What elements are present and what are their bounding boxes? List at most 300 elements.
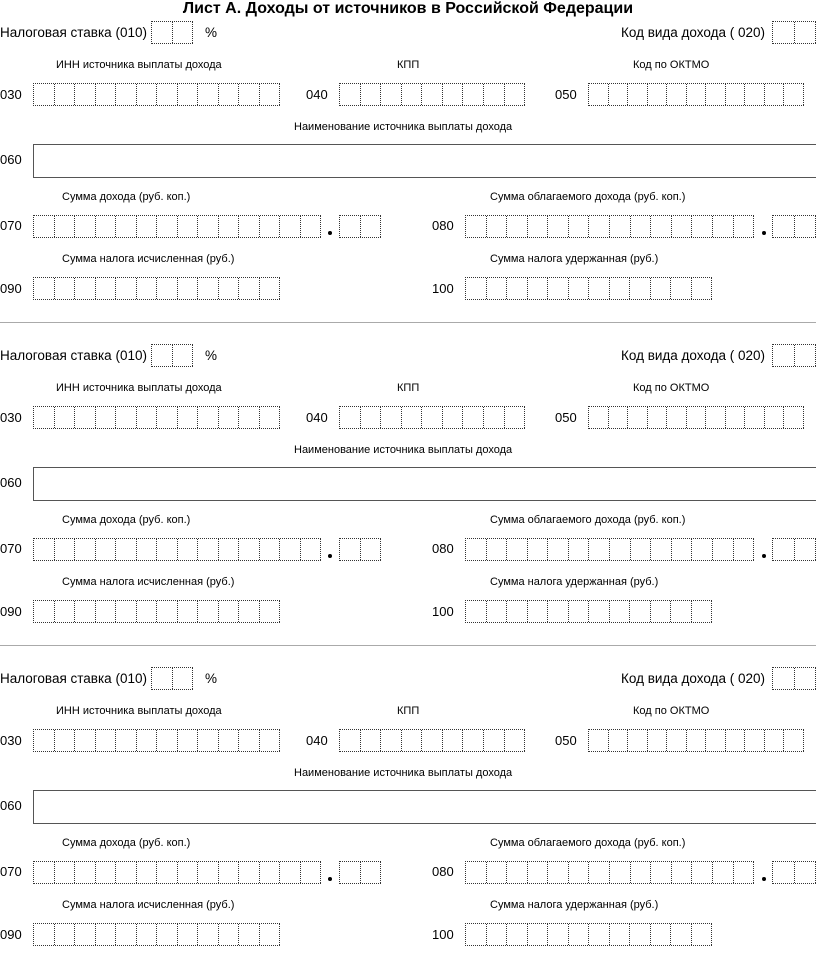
input-cell[interactable] — [784, 84, 804, 105]
input-cell[interactable] — [260, 407, 281, 428]
input-cell[interactable] — [198, 601, 219, 622]
income-sum-rub-cells[interactable] — [33, 215, 321, 238]
input-cell[interactable] — [487, 539, 508, 560]
income-sum-rub-cells[interactable] — [33, 538, 321, 561]
income-sum-kop-cells[interactable] — [339, 538, 381, 561]
input-cell[interactable] — [484, 407, 505, 428]
input-cell[interactable] — [672, 216, 693, 237]
input-cell[interactable] — [610, 601, 631, 622]
input-cell[interactable] — [239, 84, 260, 105]
taxable-sum-kop-cells[interactable] — [772, 215, 816, 238]
income-code-cells[interactable] — [772, 344, 816, 367]
input-cell[interactable] — [152, 345, 173, 366]
input-cell[interactable] — [361, 407, 382, 428]
input-cell[interactable] — [484, 84, 505, 105]
input-cell[interactable] — [34, 278, 55, 299]
input-cell[interactable] — [628, 84, 648, 105]
input-cell[interactable] — [631, 216, 652, 237]
input-cell[interactable] — [219, 862, 240, 883]
input-cell[interactable] — [463, 730, 484, 751]
input-cell[interactable] — [507, 601, 528, 622]
input-cell[interactable] — [137, 84, 158, 105]
input-cell[interactable] — [422, 84, 443, 105]
input-cell[interactable] — [631, 862, 652, 883]
input-cell[interactable] — [219, 216, 240, 237]
kpp-cells[interactable] — [339, 83, 525, 106]
input-cell[interactable] — [667, 407, 687, 428]
input-cell[interactable] — [765, 84, 785, 105]
input-cell[interactable] — [340, 216, 361, 237]
input-cell[interactable] — [219, 730, 240, 751]
input-cell[interactable] — [116, 539, 137, 560]
input-cell[interactable] — [280, 862, 301, 883]
input-cell[interactable] — [34, 216, 55, 237]
taxable-sum-rub-cells[interactable] — [465, 215, 754, 238]
input-cell[interactable] — [361, 84, 382, 105]
input-cell[interactable] — [466, 924, 487, 945]
input-cell[interactable] — [692, 539, 713, 560]
input-cell[interactable] — [765, 407, 785, 428]
input-cell[interactable] — [55, 539, 76, 560]
input-cell[interactable] — [692, 862, 713, 883]
input-cell[interactable] — [687, 407, 707, 428]
input-cell[interactable] — [631, 539, 652, 560]
input-cell[interactable] — [651, 862, 672, 883]
input-cell[interactable] — [773, 216, 795, 237]
input-cell[interactable] — [55, 278, 76, 299]
input-cell[interactable] — [239, 539, 260, 560]
input-cell[interactable] — [34, 539, 55, 560]
inn-cells[interactable] — [33, 83, 280, 106]
input-cell[interactable] — [773, 345, 795, 366]
input-cell[interactable] — [692, 601, 713, 622]
input-cell[interactable] — [361, 539, 382, 560]
input-cell[interactable] — [487, 601, 508, 622]
input-cell[interactable] — [178, 601, 199, 622]
input-cell[interactable] — [34, 407, 55, 428]
input-cell[interactable] — [116, 278, 137, 299]
input-cell[interactable] — [784, 730, 804, 751]
input-cell[interactable] — [443, 84, 464, 105]
income-code-cells[interactable] — [772, 667, 816, 690]
input-cell[interactable] — [55, 216, 76, 237]
input-cell[interactable] — [137, 862, 158, 883]
input-cell[interactable] — [75, 924, 96, 945]
input-cell[interactable] — [528, 216, 549, 237]
input-cell[interactable] — [55, 924, 76, 945]
input-cell[interactable] — [219, 84, 240, 105]
input-cell[interactable] — [198, 216, 219, 237]
tax-withheld-cells[interactable] — [465, 923, 712, 946]
kpp-cells[interactable] — [339, 406, 525, 429]
tax-calc-cells[interactable] — [33, 277, 280, 300]
input-cell[interactable] — [648, 407, 668, 428]
input-cell[interactable] — [487, 278, 508, 299]
input-cell[interactable] — [610, 278, 631, 299]
input-cell[interactable] — [610, 539, 631, 560]
input-cell[interactable] — [260, 216, 281, 237]
input-cell[interactable] — [687, 84, 707, 105]
input-cell[interactable] — [609, 730, 629, 751]
input-cell[interactable] — [96, 924, 117, 945]
input-cell[interactable] — [219, 407, 240, 428]
input-cell[interactable] — [667, 84, 687, 105]
taxable-sum-rub-cells[interactable] — [465, 538, 754, 561]
input-cell[interactable] — [96, 84, 117, 105]
input-cell[interactable] — [528, 601, 549, 622]
input-cell[interactable] — [198, 924, 219, 945]
input-cell[interactable] — [443, 730, 464, 751]
input-cell[interactable] — [116, 84, 137, 105]
input-cell[interactable] — [671, 601, 692, 622]
input-cell[interactable] — [651, 278, 672, 299]
input-cell[interactable] — [507, 216, 528, 237]
input-cell[interactable] — [157, 84, 178, 105]
oktmo-cells[interactable] — [588, 729, 804, 752]
input-cell[interactable] — [239, 924, 260, 945]
tax-withheld-cells[interactable] — [465, 277, 712, 300]
input-cell[interactable] — [55, 84, 76, 105]
input-cell[interactable] — [745, 730, 765, 751]
input-cell[interactable] — [795, 22, 816, 43]
input-cell[interactable] — [198, 730, 219, 751]
input-cell[interactable] — [381, 407, 402, 428]
input-cell[interactable] — [795, 668, 816, 689]
input-cell[interactable] — [137, 216, 158, 237]
input-cell[interactable] — [301, 216, 322, 237]
input-cell[interactable] — [361, 216, 382, 237]
input-cell[interactable] — [713, 862, 734, 883]
input-cell[interactable] — [671, 924, 692, 945]
input-cell[interactable] — [198, 539, 219, 560]
input-cell[interactable] — [157, 278, 178, 299]
input-cell[interactable] — [137, 278, 158, 299]
input-cell[interactable] — [402, 407, 423, 428]
input-cell[interactable] — [528, 278, 549, 299]
input-cell[interactable] — [548, 601, 569, 622]
input-cell[interactable] — [219, 601, 240, 622]
input-cell[interactable] — [692, 924, 713, 945]
income-sum-kop-cells[interactable] — [339, 215, 381, 238]
input-cell[interactable] — [96, 730, 117, 751]
oktmo-cells[interactable] — [588, 406, 804, 429]
input-cell[interactable] — [667, 730, 687, 751]
source-name-field[interactable] — [33, 144, 816, 178]
input-cell[interactable] — [157, 216, 178, 237]
input-cell[interactable] — [178, 216, 199, 237]
input-cell[interactable] — [34, 924, 55, 945]
input-cell[interactable] — [239, 601, 260, 622]
input-cell[interactable] — [726, 407, 746, 428]
input-cell[interactable] — [773, 22, 795, 43]
input-cell[interactable] — [734, 216, 755, 237]
input-cell[interactable] — [340, 730, 361, 751]
input-cell[interactable] — [795, 345, 816, 366]
input-cell[interactable] — [726, 730, 746, 751]
input-cell[interactable] — [569, 924, 590, 945]
input-cell[interactable] — [773, 862, 795, 883]
input-cell[interactable] — [734, 539, 755, 560]
input-cell[interactable] — [548, 278, 569, 299]
input-cell[interactable] — [157, 539, 178, 560]
input-cell[interactable] — [178, 84, 199, 105]
input-cell[interactable] — [569, 862, 590, 883]
input-cell[interactable] — [239, 407, 260, 428]
input-cell[interactable] — [178, 730, 199, 751]
input-cell[interactable] — [157, 601, 178, 622]
source-name-field[interactable] — [33, 790, 816, 824]
input-cell[interactable] — [507, 278, 528, 299]
input-cell[interactable] — [569, 278, 590, 299]
input-cell[interactable] — [96, 407, 117, 428]
input-cell[interactable] — [628, 730, 648, 751]
input-cell[interactable] — [528, 924, 549, 945]
input-cell[interactable] — [96, 539, 117, 560]
input-cell[interactable] — [340, 407, 361, 428]
input-cell[interactable] — [713, 539, 734, 560]
input-cell[interactable] — [280, 216, 301, 237]
input-cell[interactable] — [463, 407, 484, 428]
input-cell[interactable] — [589, 601, 610, 622]
input-cell[interactable] — [528, 539, 549, 560]
kpp-cells[interactable] — [339, 729, 525, 752]
input-cell[interactable] — [55, 601, 76, 622]
input-cell[interactable] — [137, 539, 158, 560]
input-cell[interactable] — [152, 668, 173, 689]
input-cell[interactable] — [173, 668, 194, 689]
input-cell[interactable] — [487, 862, 508, 883]
input-cell[interactable] — [75, 407, 96, 428]
input-cell[interactable] — [706, 730, 726, 751]
input-cell[interactable] — [487, 924, 508, 945]
taxable-sum-kop-cells[interactable] — [772, 861, 816, 884]
input-cell[interactable] — [505, 730, 526, 751]
input-cell[interactable] — [96, 216, 117, 237]
input-cell[interactable] — [630, 601, 651, 622]
input-cell[interactable] — [301, 539, 322, 560]
input-cell[interactable] — [795, 216, 816, 237]
input-cell[interactable] — [340, 539, 361, 560]
input-cell[interactable] — [198, 278, 219, 299]
input-cell[interactable] — [651, 216, 672, 237]
input-cell[interactable] — [648, 730, 668, 751]
input-cell[interactable] — [507, 539, 528, 560]
input-cell[interactable] — [548, 924, 569, 945]
input-cell[interactable] — [648, 84, 668, 105]
input-cell[interactable] — [795, 539, 816, 560]
input-cell[interactable] — [630, 278, 651, 299]
input-cell[interactable] — [610, 216, 631, 237]
input-cell[interactable] — [157, 862, 178, 883]
input-cell[interactable] — [178, 278, 199, 299]
input-cell[interactable] — [548, 539, 569, 560]
inn-cells[interactable] — [33, 729, 280, 752]
input-cell[interactable] — [687, 730, 707, 751]
input-cell[interactable] — [795, 862, 816, 883]
oktmo-cells[interactable] — [588, 83, 804, 106]
tax-rate-cells[interactable] — [151, 344, 193, 367]
input-cell[interactable] — [173, 22, 194, 43]
input-cell[interactable] — [589, 407, 609, 428]
input-cell[interactable] — [589, 84, 609, 105]
input-cell[interactable] — [609, 84, 629, 105]
input-cell[interactable] — [589, 216, 610, 237]
input-cell[interactable] — [96, 278, 117, 299]
input-cell[interactable] — [75, 730, 96, 751]
input-cell[interactable] — [610, 924, 631, 945]
input-cell[interactable] — [466, 278, 487, 299]
taxable-sum-kop-cells[interactable] — [772, 538, 816, 561]
input-cell[interactable] — [589, 278, 610, 299]
input-cell[interactable] — [671, 278, 692, 299]
input-cell[interactable] — [301, 862, 322, 883]
input-cell[interactable] — [260, 862, 281, 883]
input-cell[interactable] — [484, 730, 505, 751]
input-cell[interactable] — [548, 862, 569, 883]
input-cell[interactable] — [381, 730, 402, 751]
input-cell[interactable] — [198, 407, 219, 428]
input-cell[interactable] — [589, 924, 610, 945]
input-cell[interactable] — [381, 84, 402, 105]
input-cell[interactable] — [157, 924, 178, 945]
input-cell[interactable] — [784, 407, 804, 428]
input-cell[interactable] — [137, 407, 158, 428]
input-cell[interactable] — [361, 730, 382, 751]
input-cell[interactable] — [589, 730, 609, 751]
input-cell[interactable] — [219, 278, 240, 299]
input-cell[interactable] — [706, 407, 726, 428]
input-cell[interactable] — [260, 278, 281, 299]
input-cell[interactable] — [773, 668, 795, 689]
tax-withheld-cells[interactable] — [465, 600, 712, 623]
input-cell[interactable] — [548, 216, 569, 237]
input-cell[interactable] — [466, 216, 487, 237]
input-cell[interactable] — [692, 278, 713, 299]
input-cell[interactable] — [340, 862, 361, 883]
taxable-sum-rub-cells[interactable] — [465, 861, 754, 884]
input-cell[interactable] — [422, 407, 443, 428]
input-cell[interactable] — [137, 601, 158, 622]
input-cell[interactable] — [487, 216, 508, 237]
input-cell[interactable] — [96, 862, 117, 883]
input-cell[interactable] — [34, 84, 55, 105]
input-cell[interactable] — [116, 730, 137, 751]
input-cell[interactable] — [260, 84, 281, 105]
input-cell[interactable] — [422, 730, 443, 751]
input-cell[interactable] — [239, 730, 260, 751]
input-cell[interactable] — [198, 862, 219, 883]
input-cell[interactable] — [75, 84, 96, 105]
input-cell[interactable] — [75, 278, 96, 299]
input-cell[interactable] — [505, 407, 526, 428]
input-cell[interactable] — [569, 216, 590, 237]
input-cell[interactable] — [219, 539, 240, 560]
input-cell[interactable] — [116, 924, 137, 945]
input-cell[interactable] — [260, 601, 281, 622]
input-cell[interactable] — [157, 407, 178, 428]
input-cell[interactable] — [55, 862, 76, 883]
input-cell[interactable] — [116, 862, 137, 883]
income-sum-rub-cells[interactable] — [33, 861, 321, 884]
input-cell[interactable] — [55, 730, 76, 751]
input-cell[interactable] — [34, 730, 55, 751]
input-cell[interactable] — [361, 862, 382, 883]
input-cell[interactable] — [198, 84, 219, 105]
input-cell[interactable] — [75, 539, 96, 560]
input-cell[interactable] — [745, 407, 765, 428]
input-cell[interactable] — [706, 84, 726, 105]
tax-calc-cells[interactable] — [33, 600, 280, 623]
input-cell[interactable] — [178, 407, 199, 428]
input-cell[interactable] — [569, 539, 590, 560]
input-cell[interactable] — [651, 601, 672, 622]
input-cell[interactable] — [34, 601, 55, 622]
input-cell[interactable] — [178, 539, 199, 560]
input-cell[interactable] — [734, 862, 755, 883]
input-cell[interactable] — [672, 539, 693, 560]
input-cell[interactable] — [152, 22, 173, 43]
input-cell[interactable] — [463, 84, 484, 105]
input-cell[interactable] — [651, 924, 672, 945]
input-cell[interactable] — [672, 862, 693, 883]
input-cell[interactable] — [628, 407, 648, 428]
input-cell[interactable] — [280, 539, 301, 560]
input-cell[interactable] — [116, 407, 137, 428]
input-cell[interactable] — [260, 730, 281, 751]
input-cell[interactable] — [692, 216, 713, 237]
input-cell[interactable] — [340, 84, 361, 105]
input-cell[interactable] — [528, 862, 549, 883]
input-cell[interactable] — [260, 539, 281, 560]
input-cell[interactable] — [239, 278, 260, 299]
input-cell[interactable] — [726, 84, 746, 105]
input-cell[interactable] — [713, 216, 734, 237]
input-cell[interactable] — [507, 924, 528, 945]
input-cell[interactable] — [116, 216, 137, 237]
input-cell[interactable] — [773, 539, 795, 560]
input-cell[interactable] — [96, 601, 117, 622]
source-name-field[interactable] — [33, 467, 816, 501]
input-cell[interactable] — [569, 601, 590, 622]
input-cell[interactable] — [34, 862, 55, 883]
tax-rate-cells[interactable] — [151, 21, 193, 44]
input-cell[interactable] — [443, 407, 464, 428]
tax-calc-cells[interactable] — [33, 923, 280, 946]
input-cell[interactable] — [137, 924, 158, 945]
input-cell[interactable] — [651, 539, 672, 560]
input-cell[interactable] — [466, 862, 487, 883]
input-cell[interactable] — [75, 862, 96, 883]
input-cell[interactable] — [178, 862, 199, 883]
input-cell[interactable] — [505, 84, 526, 105]
input-cell[interactable] — [116, 601, 137, 622]
input-cell[interactable] — [765, 730, 785, 751]
input-cell[interactable] — [219, 924, 240, 945]
input-cell[interactable] — [178, 924, 199, 945]
input-cell[interactable] — [402, 84, 423, 105]
input-cell[interactable] — [609, 407, 629, 428]
input-cell[interactable] — [137, 730, 158, 751]
input-cell[interactable] — [260, 924, 281, 945]
input-cell[interactable] — [589, 539, 610, 560]
input-cell[interactable] — [610, 862, 631, 883]
input-cell[interactable] — [239, 862, 260, 883]
input-cell[interactable] — [75, 216, 96, 237]
input-cell[interactable] — [55, 407, 76, 428]
input-cell[interactable] — [466, 539, 487, 560]
input-cell[interactable] — [466, 601, 487, 622]
input-cell[interactable] — [745, 84, 765, 105]
